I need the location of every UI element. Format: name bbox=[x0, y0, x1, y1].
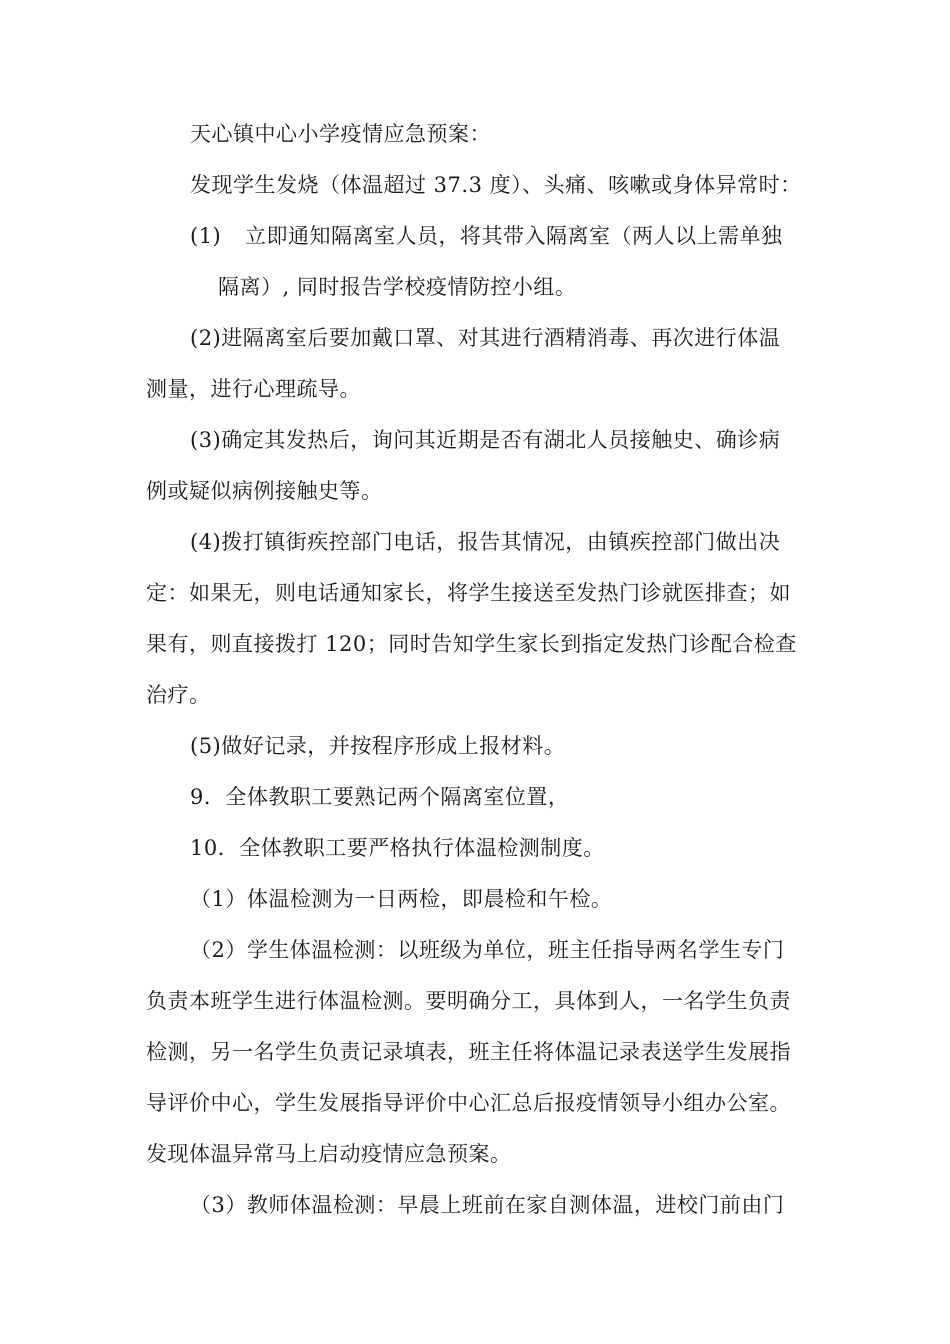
paragraph-line: 测量，进行心理疏导。 bbox=[146, 377, 361, 401]
paragraph-line: 导评价中心，学生发展指导评价中心汇总后报疫情领导小组办公室。 bbox=[146, 1091, 791, 1115]
paragraph-line: 例或疑似病例接触史等。 bbox=[146, 479, 383, 503]
numbered-item: 10．全体教职工要严格执行体温检测制度。 bbox=[190, 836, 605, 860]
paragraph-line: 定：如果无，则电话通知家长，将学生接送至发热门诊就医排查；如 bbox=[146, 581, 791, 605]
paragraph-line: 检测，另一名学生负责记录填表，班主任将体温记录表送学生发展指 bbox=[146, 1040, 791, 1064]
document-title: 天心镇中心小学疫情应急预案： bbox=[190, 122, 491, 146]
paragraph-line: (2)进隔离室后要加戴口罩、对其进行酒精消毒、再次进行体温 bbox=[190, 326, 781, 350]
paragraph-line: 负责本班学生进行体温检测。要明确分工，具体到人，一名学生负责 bbox=[146, 989, 791, 1013]
paragraph-line: (5)做好记录，并按程序形成上报材料。 bbox=[190, 734, 566, 758]
list-marker: (1) bbox=[190, 224, 222, 248]
paragraph-line: 发现学生发烧（体温超过 37.3 度）、头痛、咳嗽或身体异常时： bbox=[190, 173, 802, 197]
paragraph-line: （2）学生体温检测：以班级为单位，班主任指导两名学生专门 bbox=[190, 938, 785, 962]
paragraph-line: 隔离）, 同时报告学校疫情防控小组。 bbox=[218, 275, 577, 299]
paragraph-line: 立即通知隔离室人员，将其带入隔离室（两人以上需单独 bbox=[245, 224, 783, 248]
paragraph-line: （1）体温检测为一日两检，即晨检和午检。 bbox=[190, 887, 613, 911]
numbered-item: 9．全体教职工要熟记两个隔离室位置， bbox=[190, 785, 570, 809]
paragraph-line: 果有，则直接拨打 120；同时告知学生家长到指定发热门诊配合检查 bbox=[146, 632, 797, 656]
paragraph-line: 发现体温异常马上启动疫情应急预案。 bbox=[146, 1142, 512, 1166]
paragraph-line: （3）教师体温检测：早晨上班前在家自测体温，进校门前由门 bbox=[190, 1193, 785, 1217]
paragraph-line: (3)确定其发热后，询问其近期是否有湖北人员接触史、确诊病 bbox=[190, 428, 781, 452]
paragraph-line: 治疗。 bbox=[146, 683, 211, 707]
paragraph-line: (4)拨打镇街疾控部门电话，报告其情况，由镇疾控部门做出决 bbox=[190, 530, 781, 554]
